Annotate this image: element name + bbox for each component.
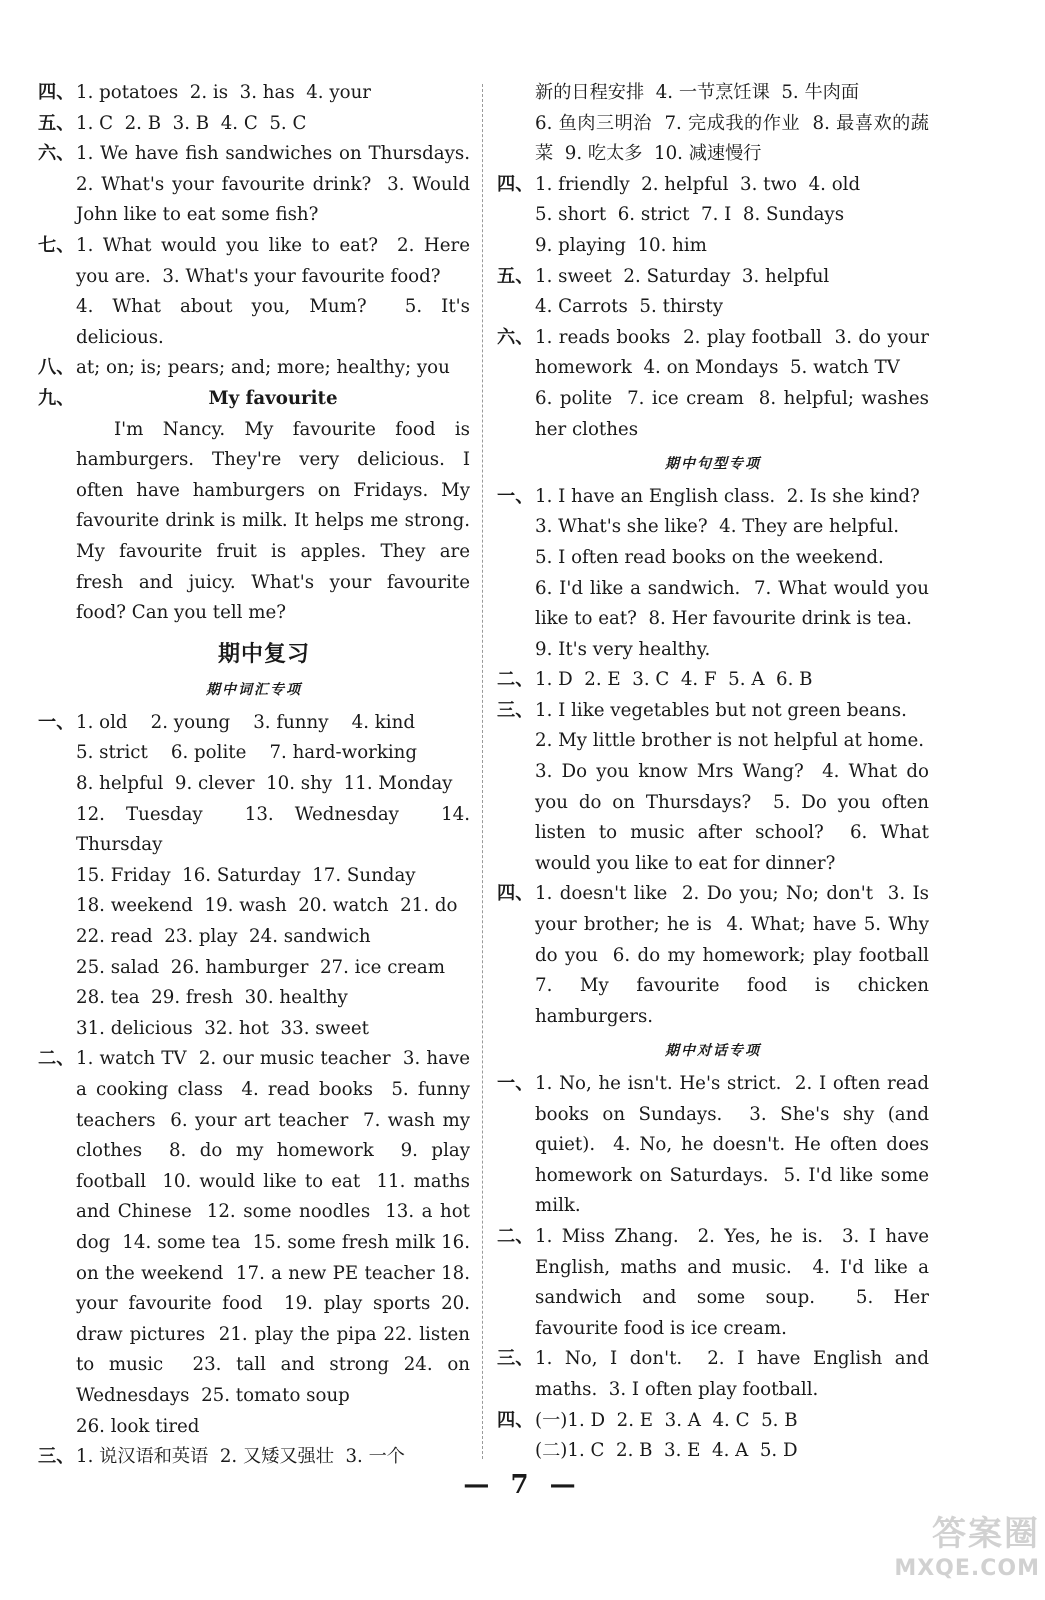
question-number: 三、 [497,1348,534,1370]
watermark-logo: 答案圈 [932,1514,1040,1554]
answer-text: 1. No, he isn't. He's strict. 2. I often read books on Sundays. 3. She's shy (and quiet). 4. No, he doesn't. He often does homework on Saturdays. 5. I'd like some milk. [535,1073,935,1217]
answer-block [38,78,470,109]
answer-continuation: 新的日程安排 4. 一节烹饪课 5. 牛肉面 6. 鱼肉三明治 7. 完成我的作业 8. 最喜欢的蔬菜 9. 吃太多 10. 减速慢行 [535,82,929,165]
answer-block [497,665,929,696]
watermark-url: MXQE.COM [894,1556,1040,1581]
answer-text: 1. watch TV 2. our music teacher 3. have a cooking class 4. read books 5. funny teachers 6. your art teacher 7. wash my clothes 8. do my homework 9. play football 10. would like to eat 11. maths and Chinese 12. some noodles 13. a hot dog 14. some tea 15. some fresh milk 16. on the weekend 17. a new PE teacher 18. your favourite food 19. play sports 20. draw pictures 21. play the pipa 22. listen to music 23. tall and strong 24. on Wednesdays 25. tomato soup 26. look tired [76,1048,470,1437]
right-column [497,78,941,1467]
subsection-title: 期中词汇专项 [206,682,302,699]
question-number: 二、 [38,1048,75,1070]
subsection-title: 期中对话专项 [665,1043,761,1060]
answer-text: 1. No, I don't. 2. I have English and maths. 3. I often play football. [535,1348,935,1400]
answer-block [497,1069,935,1222]
answer-block [38,708,470,1045]
watermark [812,1512,1040,1596]
answer-text: 1. I have an English class. 2. Is she kind? 3. What's she like? 4. They are helpful. 5. I often read books on the weekend. 6. I'd like a sandwich. 7. What would you like to eat? 8. Her favourite drink is tea. 9. It's very healthy. [535,485,929,660]
question-number: 一、 [38,711,75,733]
answer-text: at; on; is; pears; and; more; healthy; you [76,357,450,379]
subsection-title: 期中句型专项 [665,456,761,473]
answer-text: 1. friendly 2. helpful 3. two 4. old 5. short 6. strict 7. I 8. Sundays 9. playing 10. him [535,173,861,256]
answer-text: 1. old 2. young 3. funny 4. kind 5. strict 6. polite 7. hard-working 8. helpful 9. clever 10. shy 11. Monday 12. Tuesday 13. Wednesday 14. Thursday 15. Friday 16. Saturday 17. Sunday 18. weekend 19. wash 20. watch 21. do 22. read 23. play 24. sandwich 25. salad 26. hamburger 27. ice cream 28. tea 29. fresh 30. healthy 31. delicious 32. hot 33. sweet [76,711,470,1039]
answer-block [497,1344,935,1405]
question-number: 四、 [497,173,534,195]
answer-block [38,353,470,384]
question-number: 四、 [497,1409,534,1431]
answer-block [38,1044,470,1442]
question-number: 二、 [497,669,534,691]
column-divider [482,84,483,1459]
section-title: 期中复习 [217,640,310,667]
answer-text: 1. Miss Zhang. 2. Yes, he is. 3. I have English, maths and music. 4. I'd like a sandwich and some soup. 5. Her favourite food is ice cream. [535,1225,935,1339]
answer-block [38,1442,470,1473]
answer-text: 1. potatoes 2. is 3. has 4. your [76,82,371,103]
answer-block [38,109,470,140]
question-number: 九、 [38,387,75,409]
answer-text: 1. What would you like to eat? 2. Here you are. 3. What's your favourite food? [76,234,476,287]
answer-text: (一)1. D 2. E 3. A 4. C 5. B (二)1. C 2. B 3. E 4. A 5. D [535,1409,798,1462]
answer-block [38,231,476,292]
question-number: 三、 [38,1446,75,1468]
answer-text: 1. reads books 2. play football 3. do your homework 4. on Mondays 5. watch TV 6. polite 7. ice cream 8. helpful; washes her clothes [535,326,929,440]
answer-block [497,262,929,323]
question-number: 一、 [497,1073,534,1094]
essay-title-inline: My favourite [208,387,338,409]
question-number: 二、 [497,1225,534,1247]
question-number: 八、 [38,357,75,379]
answer-block [497,1222,935,1344]
answer-block [497,482,929,666]
page-number: — 7 — [463,1470,582,1500]
question-number: 七、 [38,234,75,256]
answer-block [497,323,929,445]
question-number: 四、 [497,883,534,905]
answer-block [38,384,470,415]
answer-text: 1. D 2. E 3. C 4. F 5. A 6. B [535,669,813,691]
left-column [38,78,482,1473]
answer-block [497,879,941,1032]
question-number: 五、 [38,112,75,134]
essay-paragraph: I'm Nancy. My favourite food is hamburgers. They're very delicious. I often have hamburgers on Fridays. My favourite drink is milk. It helps me strong. My favourite fruit is apples. They are fresh and juicy. What's your favourite food? Can you tell me? [76,418,476,624]
question-number: 四、 [38,82,75,103]
question-number: 六、 [38,143,75,165]
question-number: 五、 [497,265,534,287]
answer-text: 1. sweet 2. Saturday 3. helpful 4. Carrots 5. thirsty [535,265,830,318]
answer-block [497,696,929,880]
answer-continuation: 4. What about you, Mum? 5. It's delicious. [76,296,476,348]
answer-text: 1. I like vegetables but not green beans. 2. My little brother is not helpful at home. 3. Do you know Mrs Wang? 4. What do you do on Thursdays? 5. Do you often listen to music after school? 6. What would you like to eat for dinner? [535,699,929,874]
answer-block [497,1406,929,1467]
question-number: 六、 [497,326,534,348]
answer-text: 1. C 2. B 3. B 4. C 5. C [76,112,307,134]
answer-text: 1. 说汉语和英语 2. 又矮又强壮 3. 一个 [76,1446,405,1468]
question-number: 一、 [497,485,534,507]
answer-block [497,170,929,262]
question-number: 三、 [497,699,534,721]
answer-text: 1. We have fish sandwiches on Thursdays. 2. What's your favourite drink? 3. Would John like to eat some fish? [76,143,482,226]
answer-text: 1. doesn't like 2. Do you; No; don't 3. Is your brother; he is 4. What; have 5. Why do you 6. do my homework; play football 7. My favourite food is chicken hamburgers. [535,883,941,1027]
answer-block [38,139,482,231]
